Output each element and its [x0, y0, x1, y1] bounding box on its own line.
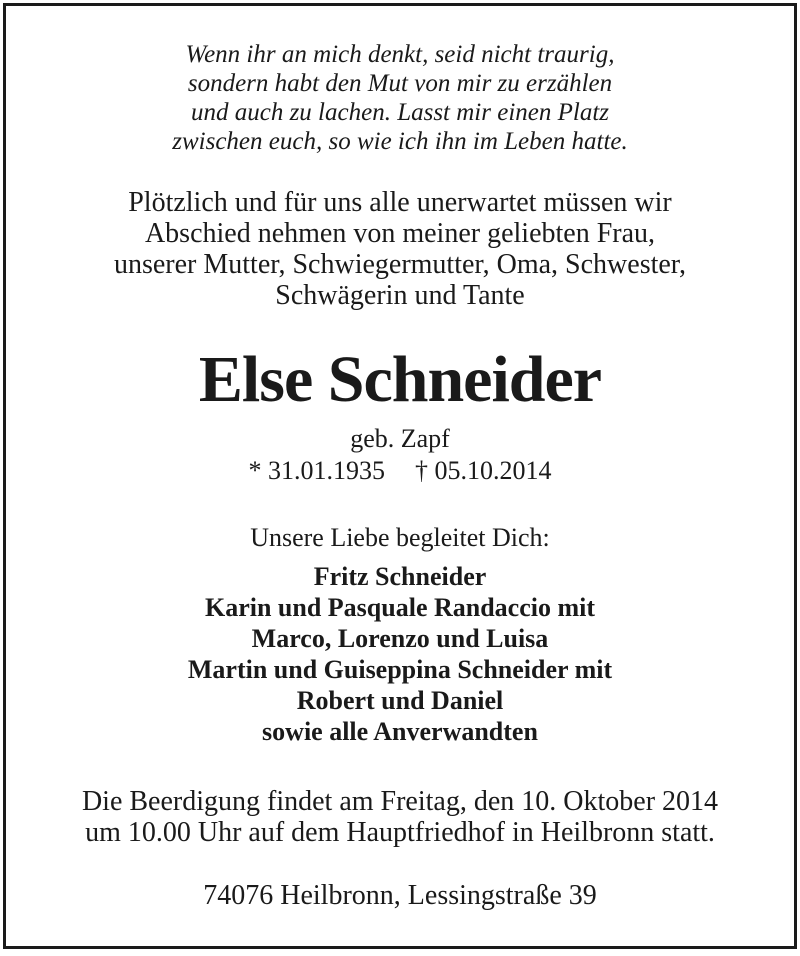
announcement-line: unserer Mutter, Schwiegermutter, Oma, Schwester, [113, 249, 687, 280]
poem-line: sondern habt den Mut von mir zu erzählen [187, 70, 613, 97]
life-dates [0, 456, 800, 486]
mourner-line: Fritz Schneider [313, 562, 487, 591]
maiden-name: geb. Zapf [350, 424, 450, 453]
announcement-text [0, 187, 800, 311]
birth-date: * 31.01.1935 [248, 456, 385, 485]
poem-line: und auch zu lachen. Lasst mir einen Platz [190, 99, 610, 126]
poem-line: zwischen euch, so wie ich ihn im Leben hatte. [172, 128, 628, 155]
mourner-line: Martin und Guiseppina Schneider mit [187, 655, 613, 684]
deceased-name: Else Schneider [198, 343, 602, 416]
death-date: † 05.10.2014 [415, 456, 552, 485]
mourner-line: Karin und Pasquale Randaccio mit [204, 593, 596, 622]
announcement-line: Schwägerin und Tante [275, 280, 525, 311]
mourner-line: Robert und Daniel [296, 686, 504, 715]
funeral-info [0, 786, 800, 848]
funeral-line: Die Beerdigung findet am Freitag, den 10. Oktober 2014 [81, 786, 719, 817]
funeral-line: um 10.00 Uhr auf dem Hauptfriedhof in Heilbronn statt. [85, 817, 715, 848]
announcement-line: Abschied nehmen von meiner geliebten Frau, [144, 218, 656, 249]
mourner-line: sowie alle Anverwandten [262, 717, 538, 746]
announcement-line: Plötzlich und für uns alle unerwartet müssen wir [128, 187, 672, 218]
memorial-poem [0, 40, 800, 156]
family-address: 74076 Heilbronn, Lessingstraße 39 [203, 880, 597, 911]
mourners-heading: Unsere Liebe begleitet Dich: [250, 523, 550, 552]
mourners-list [0, 561, 800, 747]
poem-line: Wenn ihr an mich denkt, seid nicht traurig, [185, 41, 615, 68]
mourner-line: Marco, Lorenzo und Luisa [251, 624, 549, 653]
